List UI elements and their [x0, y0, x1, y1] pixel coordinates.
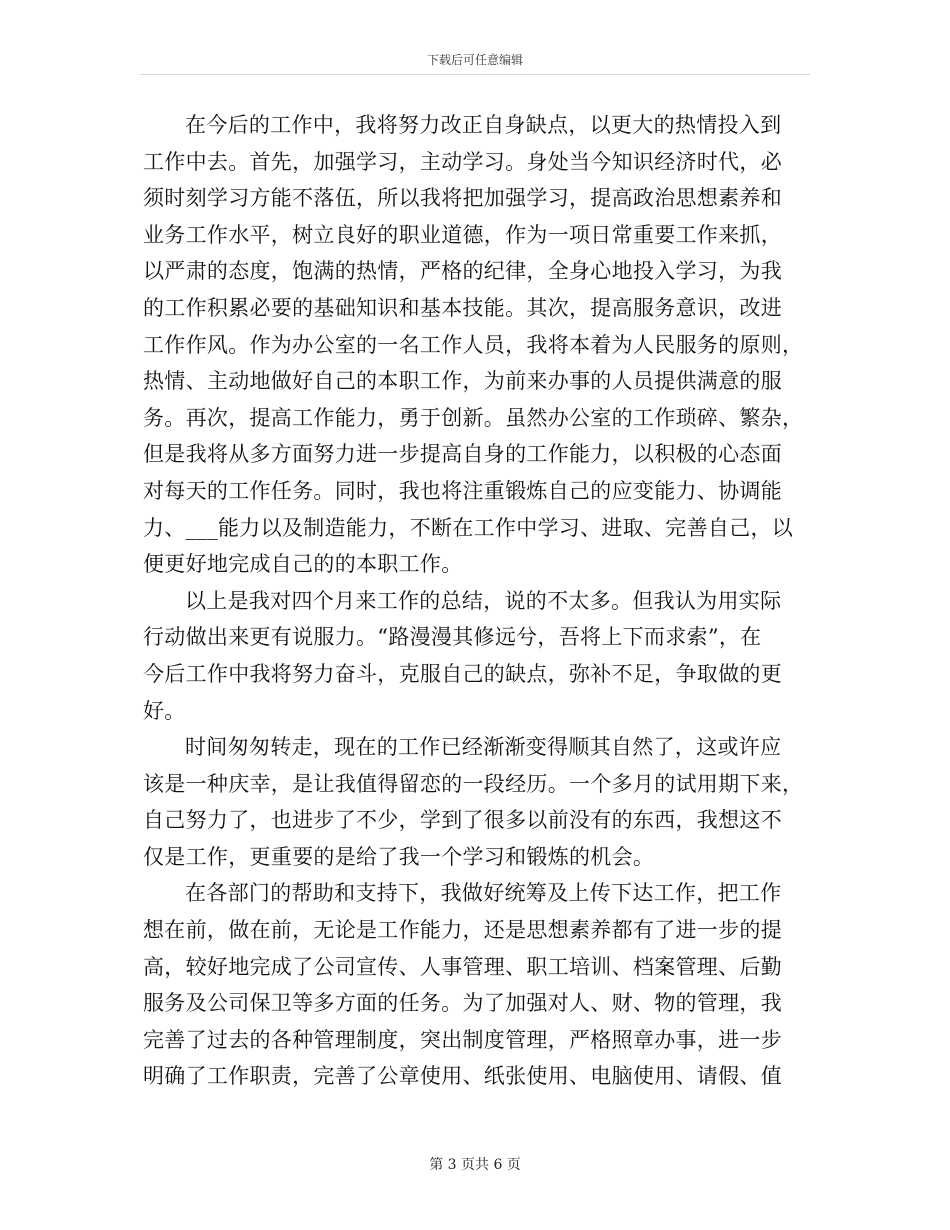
page-footer: 第 3 页共 6 页 — [429, 1157, 521, 1173]
document-body — [143, 107, 803, 1095]
text-line: 以严肃的态度，饱满的热情，严格的纪律，全身心地投入学习，为我 — [143, 259, 782, 284]
text-line: 完善了过去的各种管理制度，突出制度管理，严格照章办事，进一步 — [143, 1027, 782, 1052]
text-line: 时间匆匆转走，现在的工作已经渐渐变得顺其自然了，这或许应 — [185, 735, 782, 760]
paragraph — [143, 875, 803, 1095]
paragraph — [143, 729, 803, 875]
text-line: 但是我将从多方面努力进一步提高自身的工作能力，以积极的心态面 — [143, 442, 782, 467]
page-header: 下载后可任意编辑 — [426, 53, 523, 67]
text-line: 工作作风。作为办公室的一名工作人员，我将本着为人民服务的原则， — [143, 332, 804, 357]
text-line: 以上是我对四个月来工作的总结，说的不太多。但我认为用实际 — [185, 588, 782, 613]
text-line: 的工作积累必要的基础知识和基本技能。其次，提高服务意识，改进 — [143, 295, 782, 320]
text-line: 该是一种庆幸，是让我值得留恋的一段经历。一个多月的试用期下来， — [143, 771, 804, 796]
paragraph — [143, 107, 803, 583]
text-line: 便更好地完成自己的的本职工作。 — [143, 552, 463, 577]
text-line: 明确了工作职责，完善了公章使用、纸张使用、电脑使用、请假、值 — [143, 1064, 782, 1089]
text-line: 今后工作中我将努力奋斗，克服自己的缺点，弥补不足，争取做的更 — [143, 661, 782, 686]
text-line: 服务及公司保卫等多方面的任务。为了加强对人、财、物的管理，我 — [143, 991, 782, 1016]
text-line: 热情、主动地做好自己的本职工作，为前来办事的人员提供满意的服 — [143, 369, 782, 394]
text-line: 对每天的工作任务。同时，我也将注重锻炼自己的应变能力、协调能 — [143, 478, 782, 503]
text-line: 在各部门的帮助和支持下，我做好统筹及上传下达工作，把工作 — [185, 881, 782, 906]
text-line: 工作中去。首先，加强学习，主动学习。身处当今知识经济时代，必 — [143, 149, 782, 174]
text-line: 务。再次，提高工作能力，勇于创新。虽然办公室的工作琐碎、繁杂， — [143, 405, 804, 430]
text-line: 在今后的工作中，我将努力改正自身缺点，以更大的热情投入到 — [185, 113, 782, 137]
header-divider — [140, 74, 810, 75]
text-line: 自己努力了，也进步了不少，学到了很多以前没有的东西，我想这不 — [143, 808, 782, 833]
text-line: 行动做出来更有说服力。“路漫漫其修远兮，吾将上下而求索”，在 — [143, 625, 762, 650]
text-line: 想在前，做在前，无论是工作能力，还是思想素养都有了进一步的提 — [143, 918, 782, 943]
text-line: 高，较好地完成了公司宣传、人事管理、职工培训、档案管理、后勤 — [143, 954, 782, 979]
text-line: 业务工作水平，树立良好的职业道德，作为一项日常重要工作来抓， — [143, 222, 782, 247]
text-line: 力、___能力以及制造能力，不断在工作中学习、进取、完善自己，以 — [143, 515, 794, 540]
text-line: 好。 — [143, 698, 186, 723]
text-line: 仅是工作，更重要的是给了我一个学习和锻炼的机会。 — [143, 844, 655, 869]
text-line: 须时刻学习方能不落伍，所以我将把加强学习，提高政治思想素养和 — [143, 186, 782, 211]
paragraph — [143, 583, 803, 729]
